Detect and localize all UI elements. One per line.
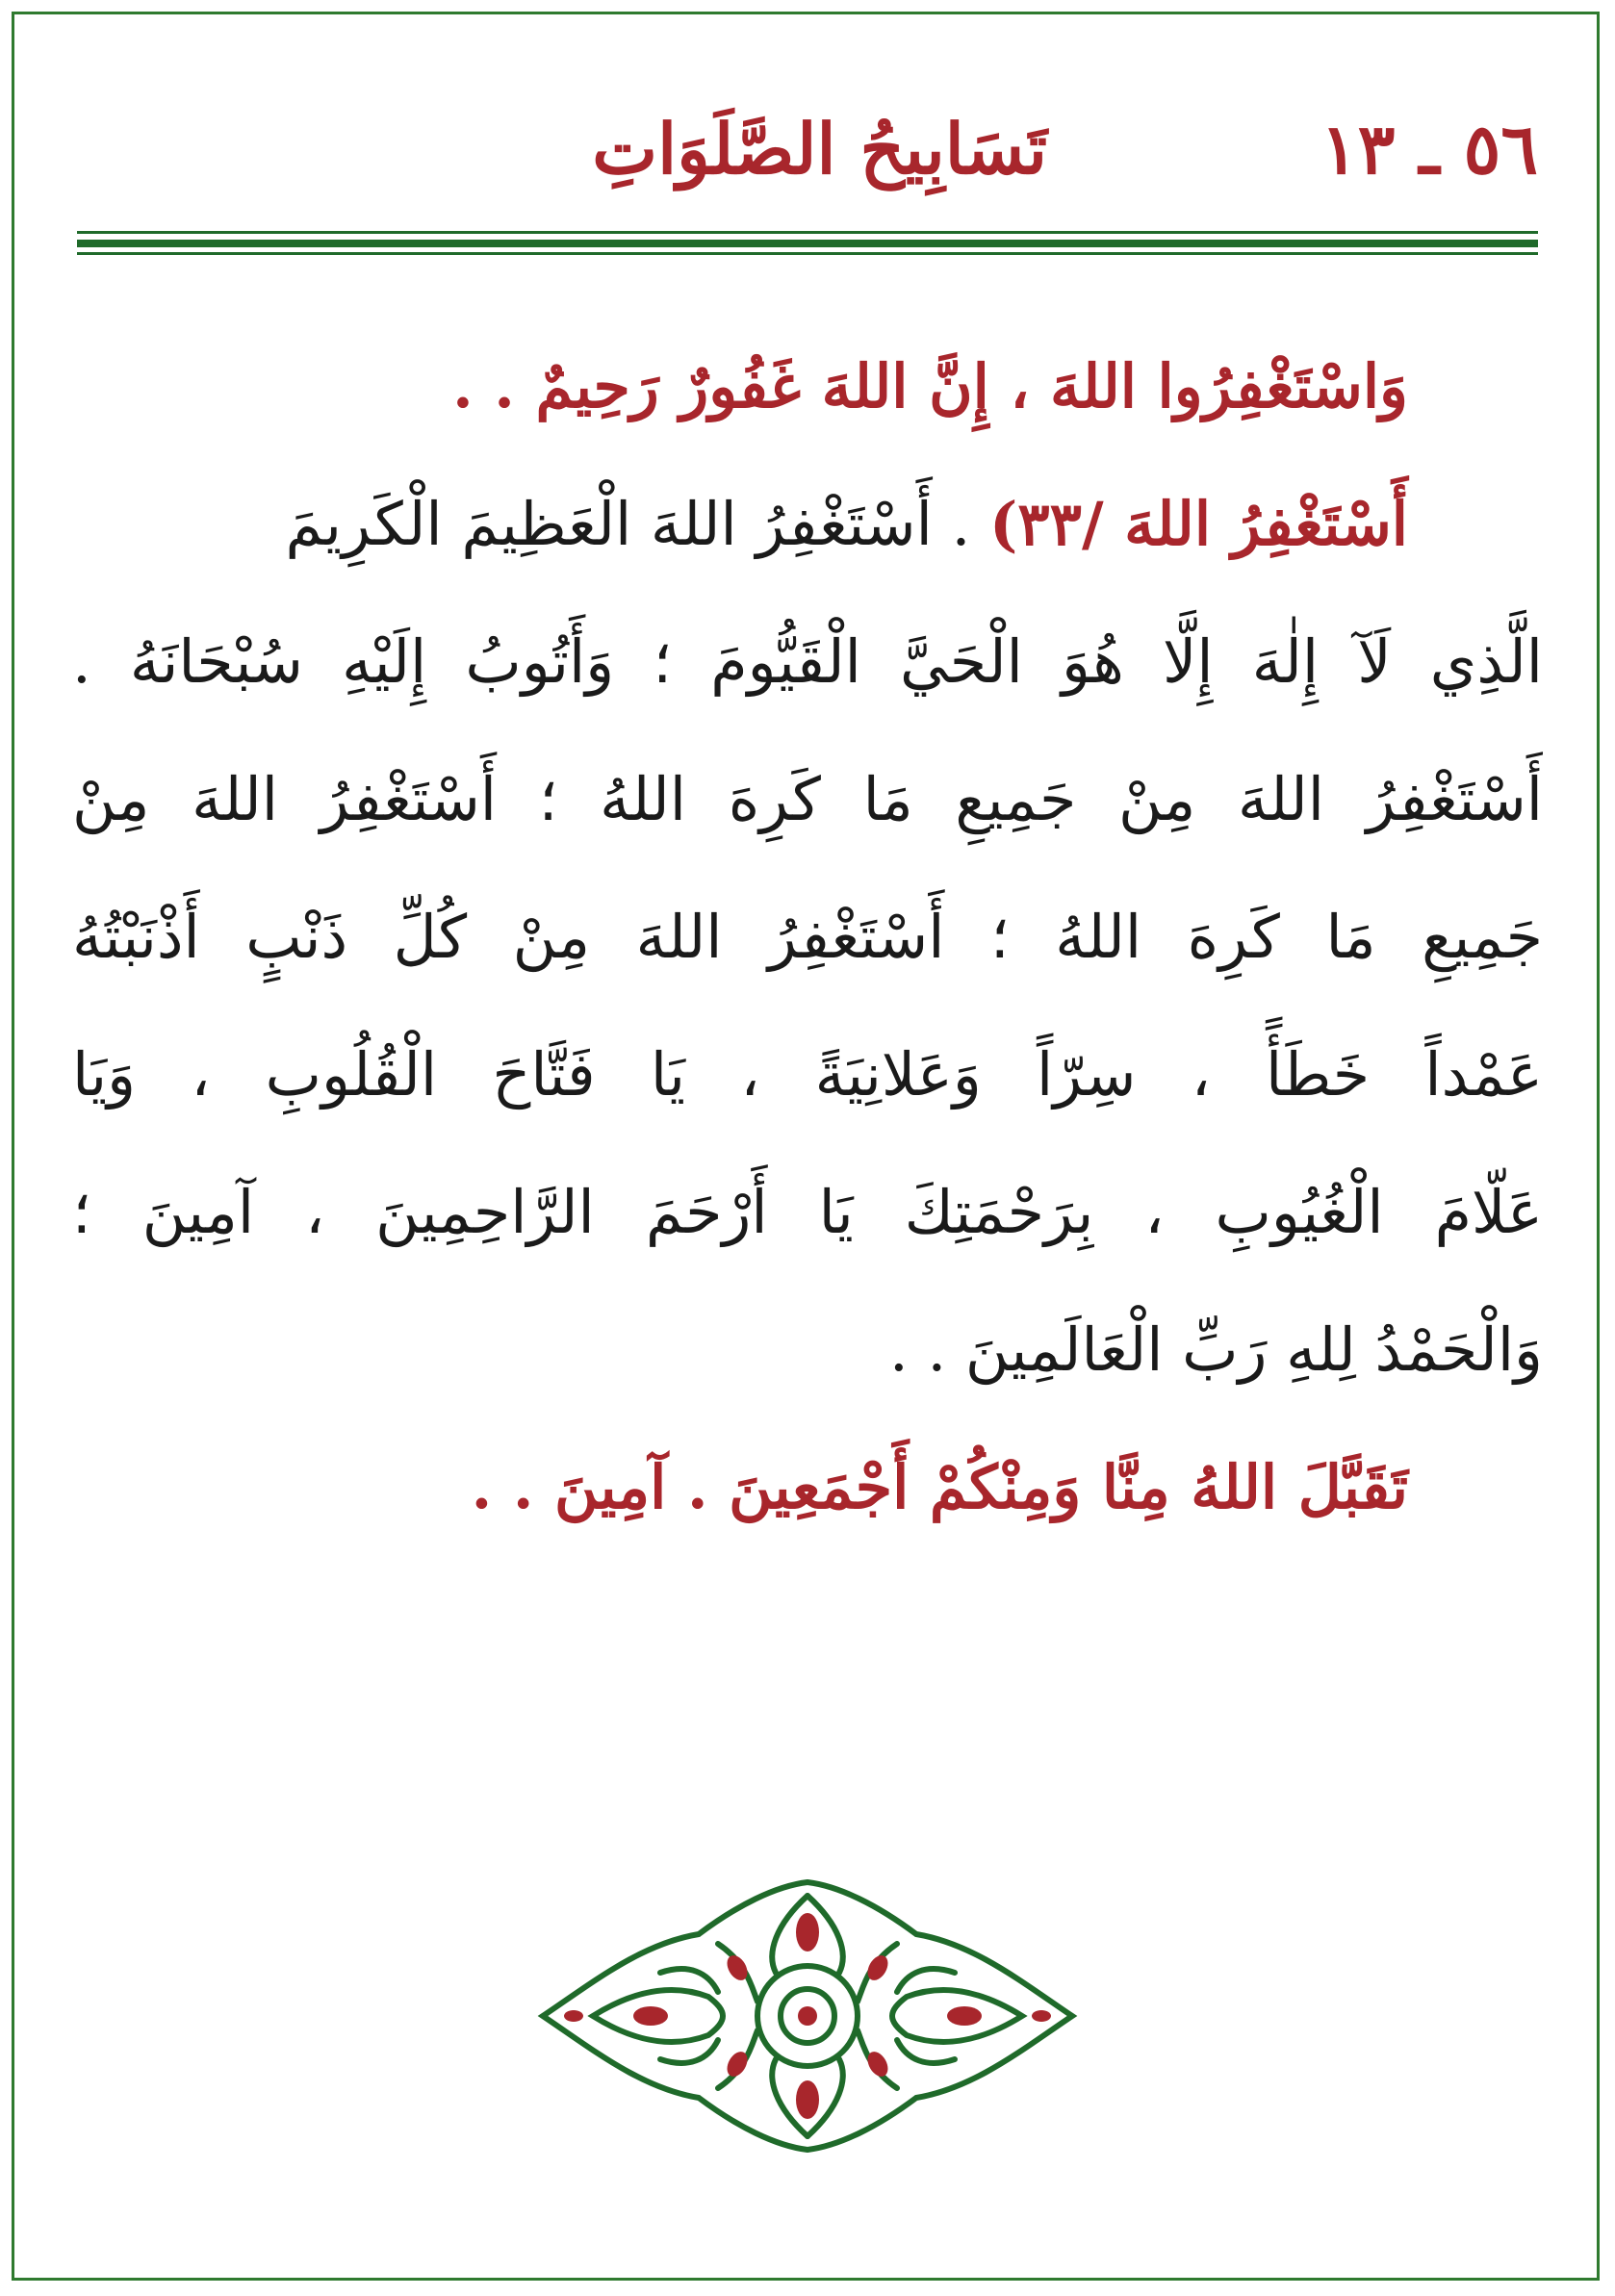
header-divider-thin-bottom [77, 252, 1538, 255]
text-line-2-rest: . أَسْتَغْفِرُ اللهَ الْعَظِيمَ الْكَرِيمَ [285, 489, 989, 559]
text-line-8: وَالْحَمْدُ لِلهِ رَبِّ الْعَالَمِينَ . . [889, 1314, 1543, 1385]
closing-prayer: تَقَبَّلَ اللهُ مِنَّا وَمِنْكُمْ أَجْمَعِينَ . آمِينَ . . [471, 1452, 1408, 1522]
text-line-7: عَلّامَ الْغُيُوبِ ، بِرَحْمَتِكَ يَا أَرْحَمَ الرَّاحِمِينَ ، آمِينَ ؛ [72, 1177, 1543, 1247]
floral-arabesque-icon [535, 1876, 1080, 2156]
prayer-text [72, 318, 1543, 1556]
text-line-5: جَمِيعِ مَا كَرِهَ اللهُ ؛ أَسْتَغْفِرُ اللهَ مِنْ كُلِّ ذَنْبٍ أَذْنَبْتُهُ [72, 902, 1543, 972]
text-line-2-highlight: أَسْتَغْفِرُ اللهَ /٣٣) [988, 489, 1408, 559]
text-line-3: الَّذِي لَآ إِلٰهَ إِلَّا هُوَ الْحَيَّ الْقَيُّومَ ؛ وَأَتُوبُ إِلَيْهِ سُبْحَانَهُ . [72, 626, 1543, 697]
page-number: ٥٦ ـ ١٣ [1320, 108, 1538, 190]
header-divider-thin-top [77, 231, 1538, 234]
text-line-2 [72, 455, 1543, 593]
text-line-4: أَسْتَغْفِرُ اللهَ مِنْ جَمِيعِ مَا كَرِهَ اللهُ ؛ أَسْتَغْفِرُ اللهَ مِنْ [72, 764, 1543, 834]
page-header [77, 91, 1538, 207]
page-title: تَسَابِيحُ الصَّلَوَاتِ [592, 108, 1047, 190]
text-line-6: عَمْداً خَطَأً ، سِرّاً وَعَلانِيَةً ، يَا فَتَّاحَ الْقُلُوبِ ، وَيَا [72, 1039, 1543, 1110]
text-line-1: وَاسْتَغْفِرُوا اللهَ ، إِنَّ اللهَ غَفُورٌ رَحِيمٌ . . [452, 351, 1408, 421]
header-divider-thick [77, 240, 1538, 247]
